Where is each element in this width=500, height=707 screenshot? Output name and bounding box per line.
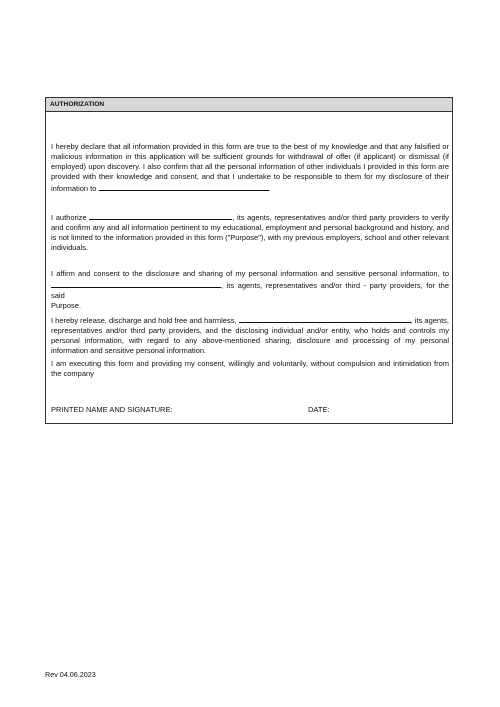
authorize-paragraph [51, 211, 449, 253]
authorization-section [45, 97, 453, 424]
printed-name-signature-label: PRINTED NAME AND SIGNATURE: [51, 405, 173, 414]
disclosure-recipient-field[interactable] [99, 182, 269, 191]
release-lead: I hereby release, discharge and hold free and harmless, [51, 316, 237, 325]
authorize-rest: , its agents, representatives and/or third party providers to verify and confirm any and all information pertinent to my educational, employment and personal background and history, and is not limited to the information provided in this form ("Purpose"), with my previous employers, school and other relevant individuals. [51, 213, 449, 252]
section-title: AUTHORIZATION [46, 98, 452, 112]
executing-paragraph [51, 359, 449, 379]
declaration-text: I hereby declare that all information provided in this form are true to the best of my knowledge and that any falsified or malicious information in this application will be sufficient grounds for withdrawal of offer (if applicant) or dismissal (if employed) upon discovery. I also confirm that all the personal information of other individuals I provided in this form are provided with their knowledge and consent, and that I undertake to be responsible to them for my disclosure of their information to [51, 142, 449, 193]
signature-row [51, 405, 449, 415]
revision-label: Rev 04.06.2023 [45, 670, 96, 679]
consent-paragraph [51, 269, 449, 311]
consent-lead: I affirm and consent to the disclosure and sharing of my personal information and sensitive personal information, to [51, 269, 449, 278]
release-paragraph [51, 314, 449, 356]
executing-text: I am executing this form and providing my consent, willingly and voluntarily, without compulsion and intimidation from the company [51, 359, 449, 378]
date-label: DATE: [308, 405, 330, 414]
authorized-entity-field[interactable] [89, 211, 232, 220]
consent-rest: , its agents, representatives and/or third - party providers, for the said [51, 281, 449, 300]
consent-recipient-field[interactable] [51, 279, 221, 288]
consent-last: Purpose. [51, 301, 82, 310]
released-entity-field[interactable] [239, 314, 411, 323]
authorize-lead: I authorize [51, 213, 87, 222]
release-rest: , its agents, representatives and/or third party providers, and the disclosing individual and/or entity, who holds and controls my personal information, with regard to any above-mentioned sharing, disclosure and processing of my personal information and sensitive personal information. [51, 316, 449, 355]
declaration-paragraph: I hereby declare that all information provided in this form are true to the best of my knowledge and that any falsified or malicious information in this application will be sufficient grounds for withdrawal of offer (if applicant) or dismissal (if employed) upon discovery. I also confirm that all the personal information of other individuals I provided in this form are provided with their knowledge and consent, and that I undertake to be responsible to them for my disclosure of their information to . [51, 142, 449, 193]
